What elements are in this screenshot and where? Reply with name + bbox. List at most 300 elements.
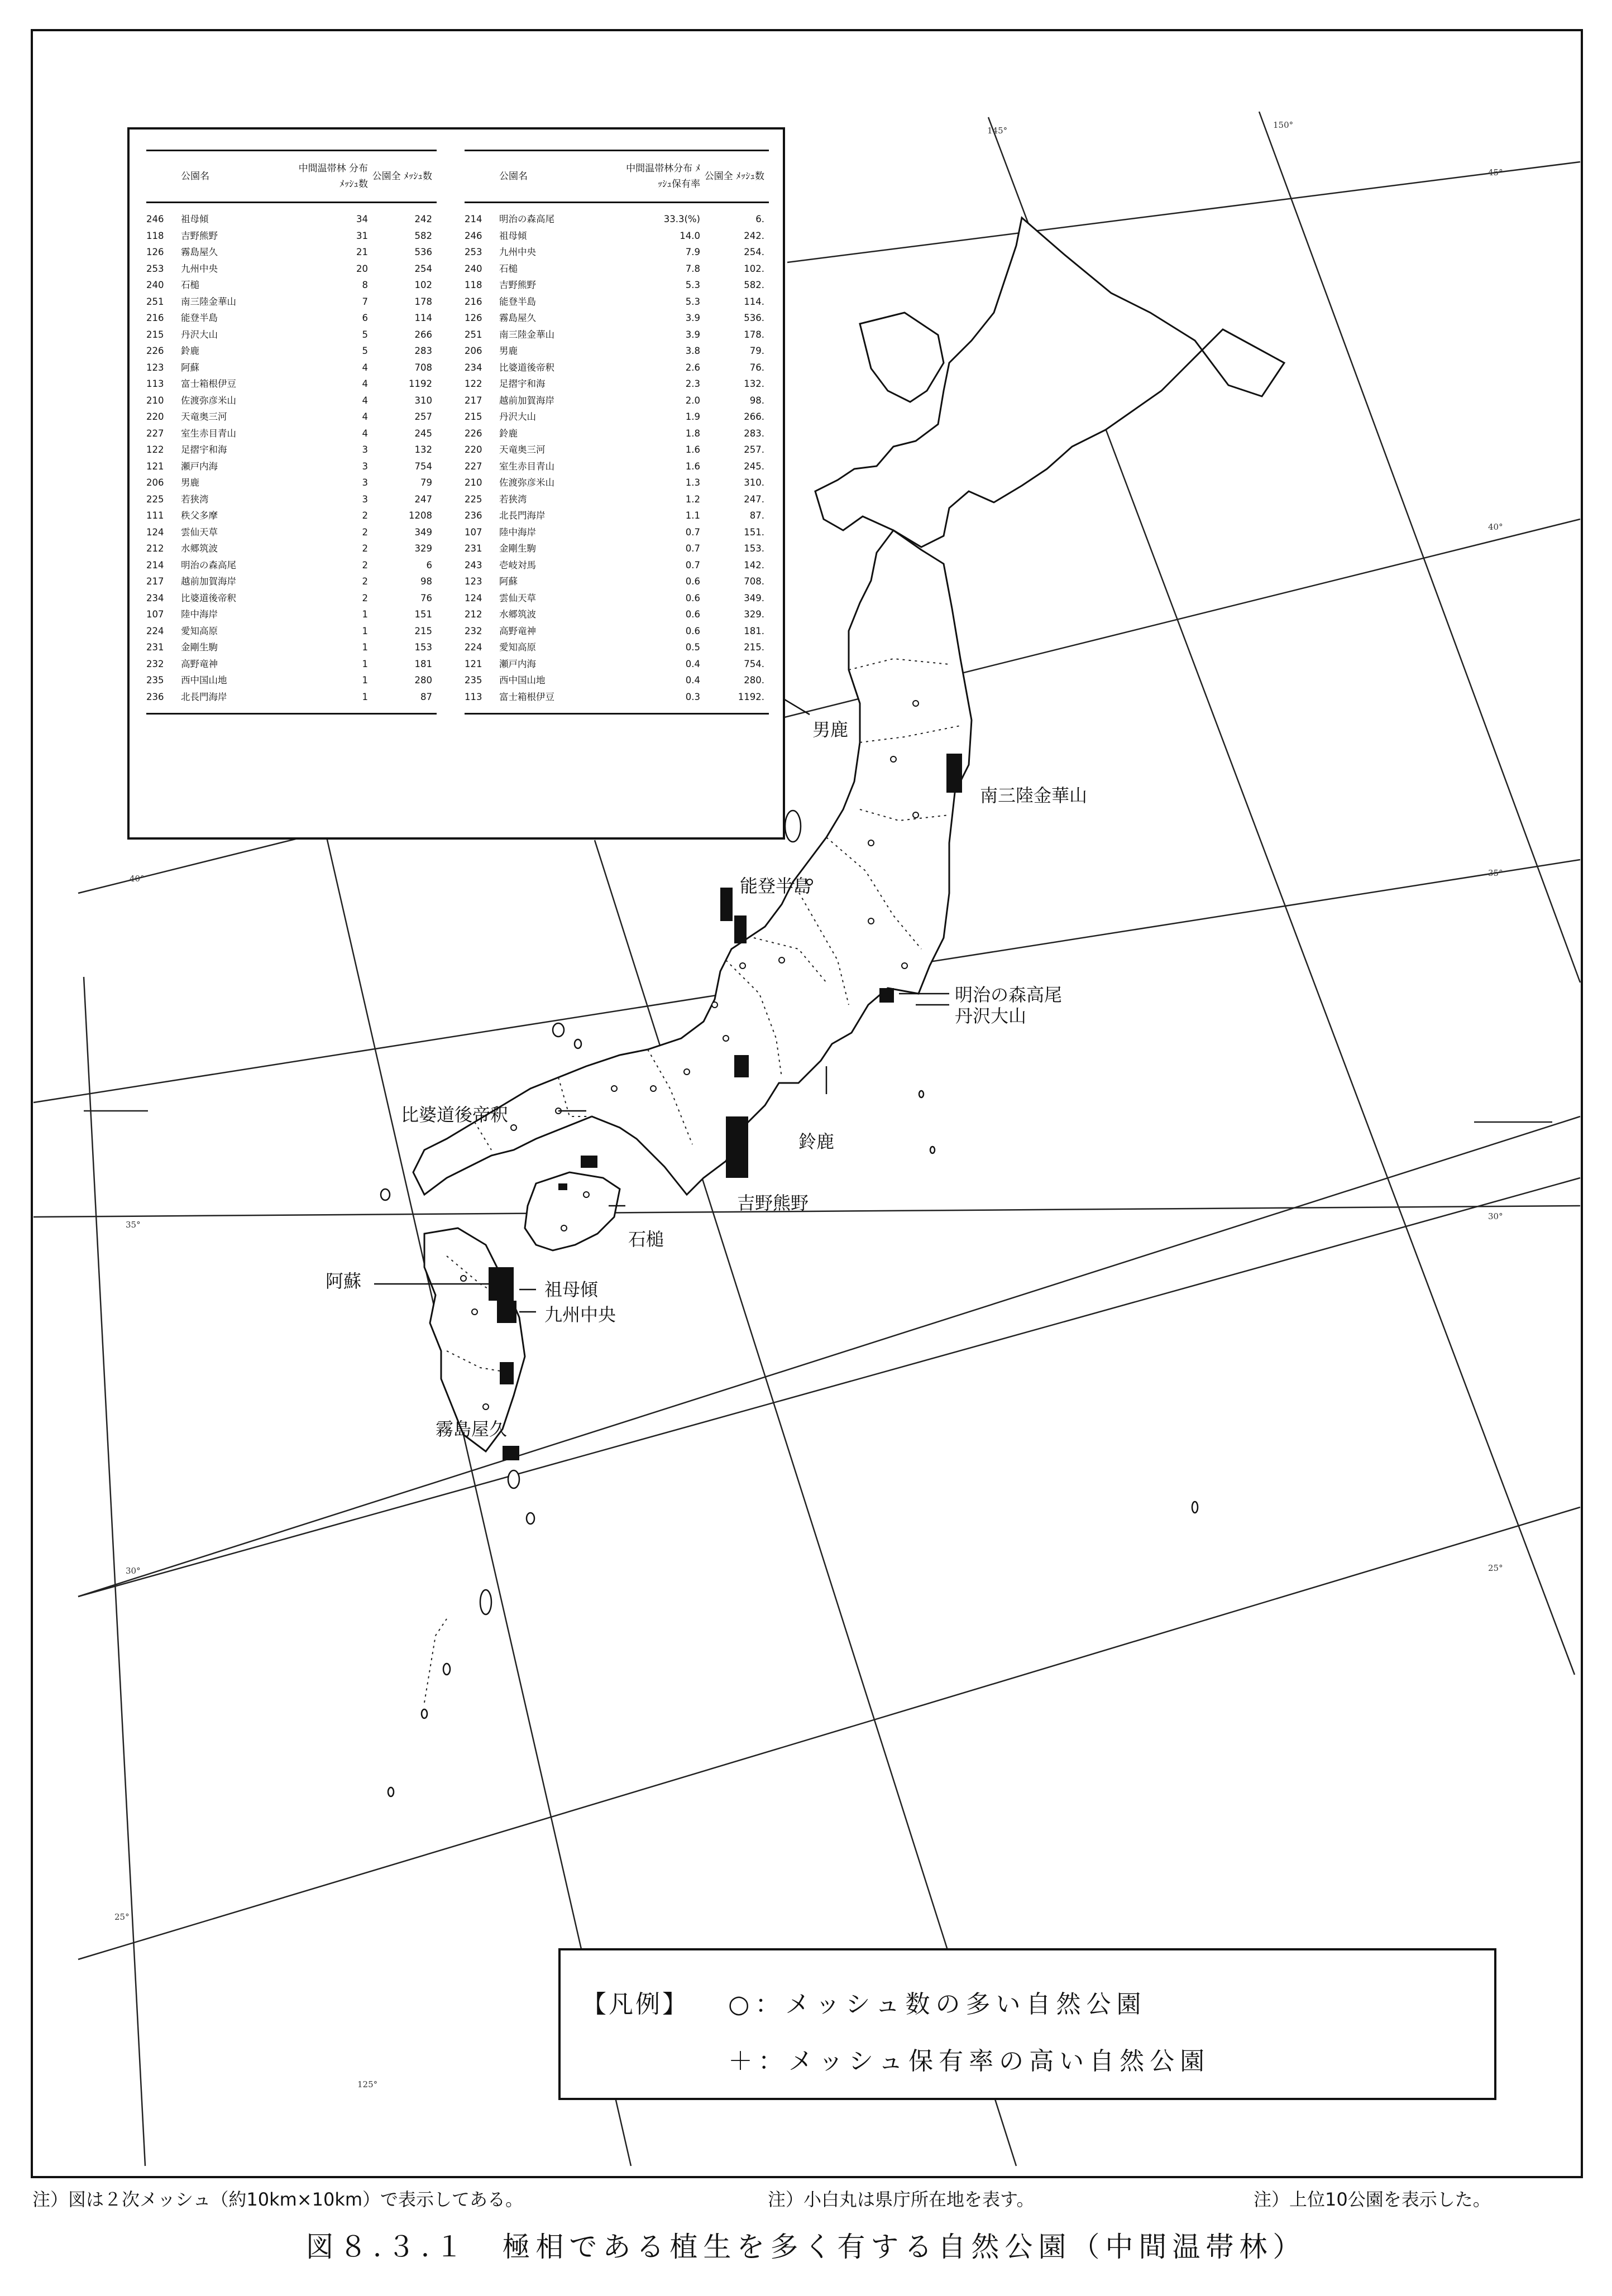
park-value: 5.3 xyxy=(685,296,700,307)
park-code: 227 xyxy=(465,461,482,472)
park-code: 251 xyxy=(465,329,482,340)
park-total-mesh: 536 xyxy=(414,247,432,257)
park-total-mesh: 153. xyxy=(744,543,764,554)
park-total-mesh: 6 xyxy=(426,559,432,571)
park-value: 4 xyxy=(362,362,368,373)
park-total-mesh: 708 xyxy=(414,362,432,373)
park-value: 2.3 xyxy=(685,378,700,389)
park-name: 西中国山地 xyxy=(499,675,546,686)
lon-label-125: 125° xyxy=(357,2079,378,2089)
park-code: 111 xyxy=(146,510,164,521)
park-value: 2.0 xyxy=(685,395,700,406)
park-name: 吉野熊野 xyxy=(499,280,536,290)
park-code: 121 xyxy=(465,658,482,669)
park-name: 吉野熊野 xyxy=(181,230,218,241)
park-name: 陸中海岸 xyxy=(499,526,536,538)
map-label-kirishima: 霧島屋久 xyxy=(436,1418,508,1440)
table-row xyxy=(146,524,437,541)
park-name: 丹沢大山 xyxy=(181,329,218,340)
table-row xyxy=(465,458,769,475)
park-total-mesh: 215. xyxy=(744,642,764,653)
table-row xyxy=(146,327,437,343)
park-code: 118 xyxy=(146,230,164,241)
park-value: 1 xyxy=(362,609,368,620)
park-value: 1.8 xyxy=(685,428,700,439)
park-value: 21 xyxy=(356,247,368,257)
map-label-sobo: 祖母傾 xyxy=(544,1279,599,1300)
table-row xyxy=(465,623,769,640)
park-value: 5 xyxy=(362,346,368,356)
park-total-mesh: 181 xyxy=(414,658,432,669)
table-row xyxy=(465,261,769,277)
park-value: 3 xyxy=(362,461,368,472)
park-value: 33.3(%) xyxy=(663,214,700,224)
table-row xyxy=(146,672,437,689)
table-row xyxy=(146,244,437,261)
park-name: 霧島屋久 xyxy=(181,247,218,257)
park-code: 124 xyxy=(465,592,482,603)
park-code: 235 xyxy=(146,675,164,686)
table-row xyxy=(465,425,769,442)
park-value: 1.6 xyxy=(685,461,700,472)
table-row xyxy=(465,277,769,294)
table-row xyxy=(146,573,437,590)
map-label-oga: 男鹿 xyxy=(812,719,849,740)
table-row xyxy=(465,360,769,376)
park-code: 122 xyxy=(146,444,164,455)
park-name: 能登半島 xyxy=(181,313,218,323)
park-code: 124 xyxy=(146,526,164,538)
park-name: 雲仙天草 xyxy=(181,526,218,538)
park-name: 西中国山地 xyxy=(181,675,227,686)
park-code: 253 xyxy=(465,247,482,257)
park-name: 九州中央 xyxy=(499,247,536,257)
park-name: 南三陸金華山 xyxy=(181,296,236,307)
park-value: 1 xyxy=(362,658,368,669)
park-value: 0.7 xyxy=(685,543,700,554)
park-value: 8 xyxy=(362,280,368,290)
park-value: 0.6 xyxy=(685,625,700,636)
park-name: 金剛生駒 xyxy=(499,543,536,554)
park-total-mesh: 310. xyxy=(744,477,764,488)
park-code: 214 xyxy=(465,214,482,224)
park-code: 225 xyxy=(146,493,164,505)
park-total-mesh: 257. xyxy=(744,444,764,455)
park-code: 113 xyxy=(465,691,482,702)
park-name: 足摺宇和海 xyxy=(181,444,227,455)
lat-label-25-right: 25° xyxy=(1488,1563,1503,1573)
park-code: 253 xyxy=(146,263,164,274)
park-name: 若狭湾 xyxy=(181,493,209,505)
park-value: 2.6 xyxy=(685,362,700,373)
table-row xyxy=(146,689,437,706)
park-value: 1 xyxy=(362,675,368,686)
map-label-suzuka: 鈴鹿 xyxy=(798,1131,835,1152)
park-code: 232 xyxy=(146,658,164,669)
park-name: 若狭湾 xyxy=(499,493,527,505)
park-name: 室生赤目青山 xyxy=(181,428,236,439)
park-value: 0.6 xyxy=(685,592,700,603)
park-total-mesh: 582 xyxy=(414,230,432,241)
park-value: 2 xyxy=(362,576,368,587)
park-value: 1.6 xyxy=(685,444,700,455)
park-code: 220 xyxy=(465,444,482,455)
park-name: 明治の森高尾 xyxy=(499,214,554,224)
table-row xyxy=(465,524,769,541)
legend-mesh-count: ○：メッシュ数の多い自然公園 xyxy=(728,1990,1147,2019)
park-code: 216 xyxy=(465,296,482,307)
table-row xyxy=(465,294,769,310)
park-total-mesh: 247. xyxy=(744,493,764,505)
park-total-mesh: 6. xyxy=(755,214,764,224)
park-code: 206 xyxy=(465,346,482,356)
park-value: 3.8 xyxy=(685,346,700,356)
park-name: 北長門海岸 xyxy=(499,510,546,521)
park-name: 霧島屋久 xyxy=(499,313,536,323)
park-code: 232 xyxy=(465,625,482,636)
hokkaido-west xyxy=(860,313,944,402)
table-row xyxy=(465,392,769,409)
park-name: 瀬戸内海 xyxy=(499,658,536,669)
park-total-mesh: 76. xyxy=(749,362,764,373)
park-code: 216 xyxy=(146,313,164,323)
note-top10: 注）上位10公園を表示した。 xyxy=(1254,2189,1491,2210)
park-name: 愛知高原 xyxy=(181,625,218,636)
table-row xyxy=(146,360,437,376)
table-row xyxy=(146,310,437,327)
park-code: 215 xyxy=(146,329,164,340)
park-name: 雲仙天草 xyxy=(499,592,536,603)
park-code: 123 xyxy=(465,576,482,587)
park-code: 206 xyxy=(146,477,164,488)
park-name: 南三陸金華山 xyxy=(499,329,554,340)
note-capital: 注）小白丸は県庁所在地を表す。 xyxy=(768,2189,1035,2210)
table-row xyxy=(465,244,769,261)
map-label-tanzawa: 丹沢大山 xyxy=(955,1005,1027,1027)
table-row xyxy=(146,442,437,458)
park-name: 愛知高原 xyxy=(499,642,536,653)
table-row xyxy=(465,491,769,508)
park-total-mesh: 114. xyxy=(744,296,764,307)
park-code: 123 xyxy=(146,362,164,373)
lat-label-40-right: 40° xyxy=(1488,522,1503,532)
park-code: 107 xyxy=(146,609,164,620)
park-value: 4 xyxy=(362,395,368,406)
park-value: 1.3 xyxy=(685,477,700,488)
table-row xyxy=(146,474,437,491)
table-row xyxy=(465,557,769,574)
table-row xyxy=(146,277,437,294)
park-total-mesh: 254. xyxy=(744,247,764,257)
park-name: 阿蘇 xyxy=(499,576,518,587)
map-label-aso: 阿蘇 xyxy=(326,1271,362,1292)
park-name: 足摺宇和海 xyxy=(499,378,546,389)
lat-label-30-left: 30° xyxy=(126,1566,141,1576)
park-code: 226 xyxy=(146,346,164,356)
lat-label-35-left: 35° xyxy=(126,1220,141,1230)
park-code: 210 xyxy=(465,477,482,488)
park-total-mesh: 132. xyxy=(744,378,764,389)
park-name: 祖母傾 xyxy=(499,230,527,241)
map-label-meiji: 明治の森高尾 xyxy=(955,984,1063,1005)
park-code: 227 xyxy=(146,428,164,439)
table-row xyxy=(465,606,769,623)
park-value: 5 xyxy=(362,329,368,340)
park-total-mesh: 266. xyxy=(744,411,764,422)
park-total-mesh: 79 xyxy=(420,477,432,488)
park-total-mesh: 242 xyxy=(414,214,432,224)
park-value: 5.3 xyxy=(685,280,700,290)
park-value: 1.1 xyxy=(685,510,700,521)
table-row xyxy=(146,639,437,656)
park-name: 高野竜神 xyxy=(499,625,536,636)
park-code: 217 xyxy=(465,395,482,406)
park-code: 212 xyxy=(146,543,164,554)
park-value: 0.4 xyxy=(685,658,700,669)
park-name: 男鹿 xyxy=(499,346,518,356)
park-value: 1.9 xyxy=(685,411,700,422)
park-total-mesh: 142. xyxy=(744,559,764,571)
table-row xyxy=(465,639,769,656)
park-total-mesh: 254 xyxy=(414,263,432,274)
table-row xyxy=(146,557,437,574)
park-total-mesh: 87. xyxy=(749,510,764,521)
park-code: 234 xyxy=(146,592,164,603)
park-value: 3 xyxy=(362,493,368,505)
table-row xyxy=(146,261,437,277)
map-label-yoshino: 吉野熊野 xyxy=(737,1192,809,1214)
figure-caption: 図８.３.１ 極相である植生を多く有する自然公園（中間温帯林） xyxy=(305,2231,1307,2263)
park-name: 鈴鹿 xyxy=(499,428,518,439)
park-name: 男鹿 xyxy=(181,477,199,488)
park-value: 2 xyxy=(362,559,368,571)
legend-title: 【凡例】 xyxy=(582,1990,689,2019)
park-value: 3 xyxy=(362,444,368,455)
park-total-mesh: 266 xyxy=(414,329,432,340)
park-value: 2 xyxy=(362,543,368,554)
park-name: 佐渡弥彦米山 xyxy=(181,395,236,406)
shikoku-outline xyxy=(525,1172,620,1250)
park-value: 3 xyxy=(362,477,368,488)
park-code: 251 xyxy=(146,296,164,307)
park-name: 瀬戸内海 xyxy=(181,461,218,472)
park-total-mesh: 178 xyxy=(414,296,432,307)
park-code: 231 xyxy=(465,543,482,554)
park-code: 226 xyxy=(465,428,482,439)
park-value: 1.2 xyxy=(685,493,700,505)
note-mesh: 注）図は２次メッシュ（約10km×10km）で表示してある。 xyxy=(32,2189,524,2210)
map-label-ishizuchi: 石槌 xyxy=(628,1229,664,1250)
park-value: 7 xyxy=(362,296,368,307)
table-row xyxy=(465,672,769,689)
park-name: 高野竜神 xyxy=(181,658,218,669)
table-row xyxy=(146,606,437,623)
legend-mesh-ratio: ＋：メッシュ保有率の高い自然公園 xyxy=(728,2047,1211,2075)
park-code: 217 xyxy=(146,576,164,587)
park-total-mesh: 247 xyxy=(414,493,432,505)
park-value: 0.7 xyxy=(685,559,700,571)
park-value: 1 xyxy=(362,625,368,636)
park-code: 246 xyxy=(465,230,482,241)
lat-label-30-right: 30° xyxy=(1488,1211,1503,1221)
park-total-mesh: 151 xyxy=(414,609,432,620)
park-total-mesh: 257 xyxy=(414,411,432,422)
park-total-mesh: 329. xyxy=(744,609,764,620)
park-name: 水郷筑波 xyxy=(499,609,536,620)
park-code: 220 xyxy=(146,411,164,422)
park-name: 天竜奥三河 xyxy=(499,444,546,455)
table-row xyxy=(146,294,437,310)
park-value: 1 xyxy=(362,642,368,653)
table-row xyxy=(146,590,437,607)
park-value: 4 xyxy=(362,428,368,439)
park-name: 富士箱根伊豆 xyxy=(499,691,554,702)
park-code: 212 xyxy=(465,609,482,620)
park-name: 祖母傾 xyxy=(181,214,209,224)
park-value: 0.5 xyxy=(685,642,700,653)
table-row xyxy=(465,409,769,425)
park-total-mesh: 582. xyxy=(744,280,764,290)
park-total-mesh: 151. xyxy=(744,526,764,538)
park-name: 富士箱根伊豆 xyxy=(181,378,236,389)
table-row xyxy=(465,656,769,673)
park-name: 石槌 xyxy=(181,280,199,290)
park-value: 3.9 xyxy=(685,329,700,340)
table-row xyxy=(465,211,769,228)
park-total-mesh: 1208 xyxy=(409,510,432,521)
table-row xyxy=(146,343,437,360)
park-code: 215 xyxy=(465,411,482,422)
park-code: 126 xyxy=(146,247,164,257)
park-name: 明治の森高尾 xyxy=(181,559,236,571)
park-code: 246 xyxy=(146,214,164,224)
table-row xyxy=(146,458,437,475)
park-total-mesh: 102 xyxy=(414,280,432,290)
park-total-mesh: 349. xyxy=(744,592,764,603)
park-ranking-table xyxy=(127,127,785,840)
park-value: 7.9 xyxy=(685,247,700,257)
table-row xyxy=(146,491,437,508)
park-code: 122 xyxy=(465,378,482,389)
table-row xyxy=(146,376,437,392)
park-code: 240 xyxy=(146,280,164,290)
table-row xyxy=(465,343,769,360)
park-total-mesh: 283 xyxy=(414,346,432,356)
park-total-mesh: 754. xyxy=(744,658,764,669)
park-name: 能登半島 xyxy=(499,296,536,307)
table-row xyxy=(465,689,769,706)
park-value: 3.9 xyxy=(685,313,700,323)
park-total-mesh: 102. xyxy=(744,263,764,274)
lon-label-145: 145° xyxy=(987,126,1008,136)
park-value: 2 xyxy=(362,526,368,538)
park-total-mesh: 178. xyxy=(744,329,764,340)
park-code: 118 xyxy=(465,280,482,290)
park-total-mesh: 98. xyxy=(749,395,764,406)
table-row xyxy=(465,474,769,491)
park-code: 224 xyxy=(465,642,482,653)
park-code: 224 xyxy=(146,625,164,636)
park-name: 室生赤目青山 xyxy=(499,461,554,472)
park-total-mesh: 114 xyxy=(414,313,432,323)
park-value: 4 xyxy=(362,378,368,389)
park-name: 秩父多摩 xyxy=(181,510,218,521)
park-total-mesh: 310 xyxy=(414,395,432,406)
park-code: 121 xyxy=(146,461,164,472)
table-row xyxy=(465,540,769,557)
table-row xyxy=(146,507,437,524)
table-row xyxy=(465,573,769,590)
park-name: 佐渡弥彦米山 xyxy=(499,477,554,488)
lat-label-40-left: 40° xyxy=(130,874,145,884)
park-total-mesh: 87 xyxy=(420,691,432,702)
park-value: 34 xyxy=(356,214,368,224)
park-name: 水郷筑波 xyxy=(181,543,218,554)
park-total-mesh: 76 xyxy=(420,592,432,603)
table-row xyxy=(146,656,437,673)
park-name: 鈴鹿 xyxy=(181,346,199,356)
table-left-header: 公園名 中間温帯林 分布ﾒｯｼｭ数 公園全 ﾒｯｼｭ数 xyxy=(181,163,432,190)
table-row xyxy=(465,507,769,524)
park-total-mesh: 280 xyxy=(414,675,432,686)
table-row xyxy=(465,442,769,458)
park-value: 14.0 xyxy=(680,230,700,241)
park-total-mesh: 708. xyxy=(744,576,764,587)
table-row xyxy=(146,211,437,228)
park-code: 243 xyxy=(465,559,482,571)
park-name: 北長門海岸 xyxy=(181,691,227,702)
park-code: 107 xyxy=(465,526,482,538)
park-value: 0.3 xyxy=(685,691,700,702)
table-left-mesh-count xyxy=(146,150,437,715)
park-code: 236 xyxy=(146,691,164,702)
park-value: 0.6 xyxy=(685,576,700,587)
table-row xyxy=(465,590,769,607)
park-value: 0.6 xyxy=(685,609,700,620)
park-total-mesh: 245 xyxy=(414,428,432,439)
table-right-mesh-ratio xyxy=(465,150,769,715)
park-value: 7.8 xyxy=(685,263,700,274)
park-name: 天竜奥三河 xyxy=(181,411,227,422)
table-row xyxy=(146,392,437,409)
park-code: 235 xyxy=(465,675,482,686)
lat-label-25-left: 25° xyxy=(114,1912,130,1922)
park-total-mesh: 153 xyxy=(414,642,432,653)
park-value: 31 xyxy=(356,230,368,241)
park-name: 比婆道後帝釈 xyxy=(181,592,236,603)
map-label-noto: 能登半島 xyxy=(740,875,812,897)
park-total-mesh: 329 xyxy=(414,543,432,554)
park-code: 210 xyxy=(146,395,164,406)
park-total-mesh: 132 xyxy=(414,444,432,455)
park-name: 石槌 xyxy=(499,263,518,274)
park-value: 20 xyxy=(356,263,368,274)
park-total-mesh: 536. xyxy=(744,313,764,323)
park-code: 240 xyxy=(465,263,482,274)
park-code: 113 xyxy=(146,378,164,389)
map-label-hiba: 比婆道後帝釈 xyxy=(401,1104,509,1125)
park-total-mesh: 245. xyxy=(744,461,764,472)
table-row xyxy=(146,623,437,640)
park-total-mesh: 181. xyxy=(744,625,764,636)
park-value: 4 xyxy=(362,411,368,422)
table-row xyxy=(146,228,437,245)
park-name: 越前加賀海岸 xyxy=(181,576,236,587)
park-code: 231 xyxy=(146,642,164,653)
margin-ticks xyxy=(84,1111,1552,1122)
park-total-mesh: 754 xyxy=(414,461,432,472)
park-code: 236 xyxy=(465,510,482,521)
